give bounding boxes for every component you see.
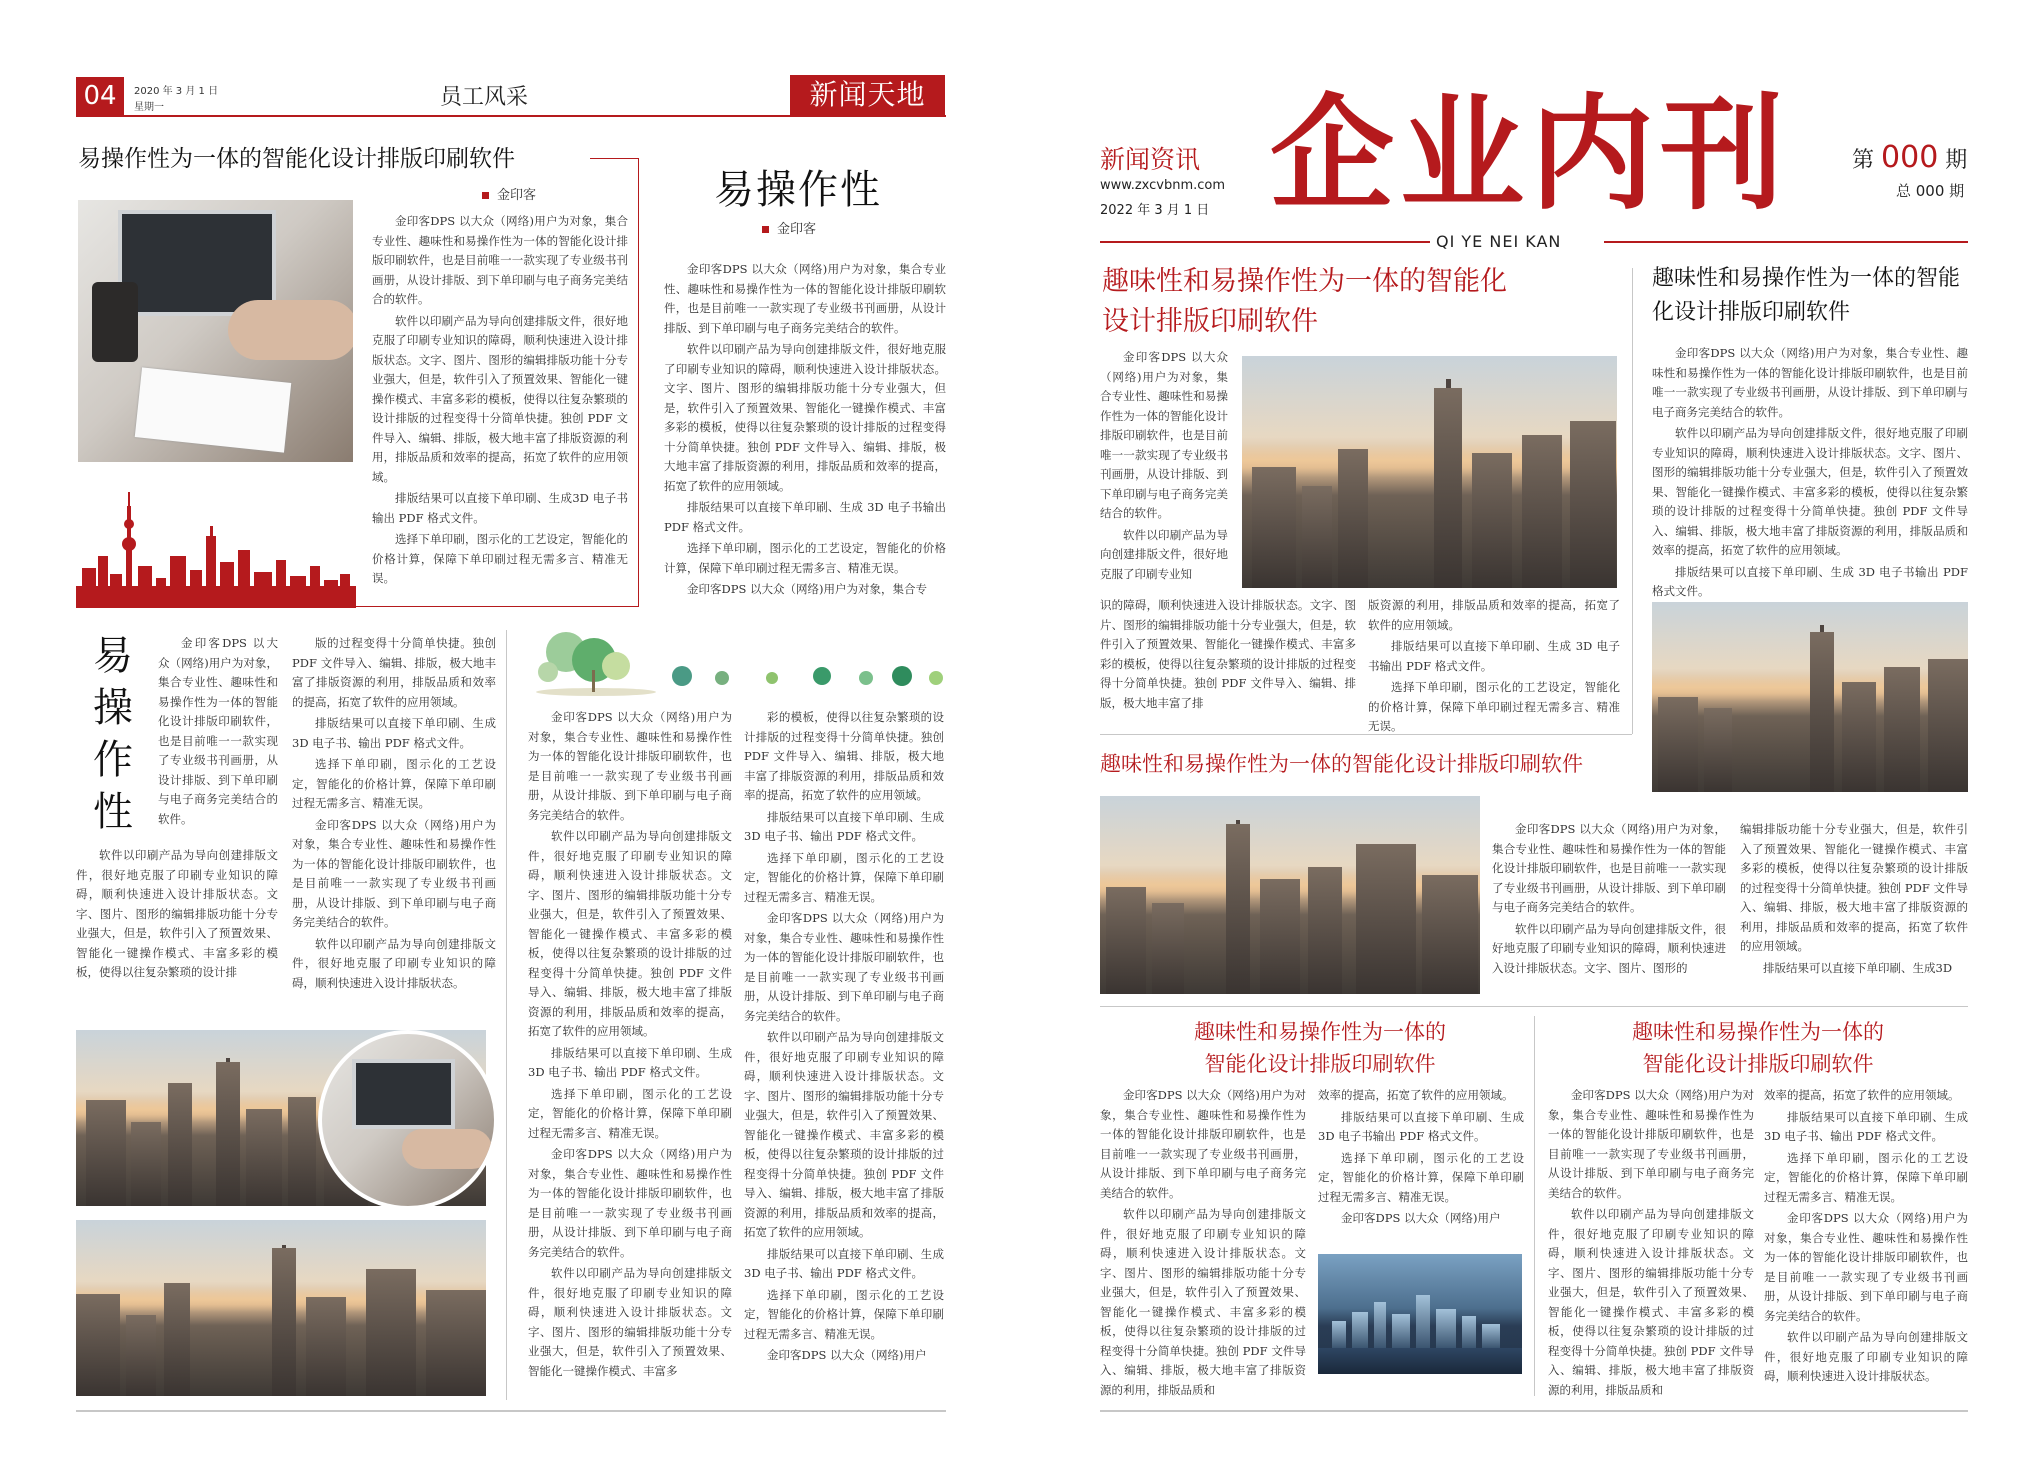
paragraph: 金印客DPS 以大众（网络)用户为对象，集合专业性、趣味性和易操作性为一体的智能化设计排版印刷软件，也是目前唯一一款实现了专业级书刊画册，从设计排版、到下单印刷与电子商务完美结合的软件。 <box>528 1147 732 1259</box>
city-skyline-silhouette <box>76 486 356 608</box>
band-rule <box>1100 1006 1968 1007</box>
bottom-right-col1 <box>1548 1086 1754 1400</box>
paragraph: 选择下单印刷，图示化的工艺设定，智能化的价格计算，保障下单印刷过程无需多言、精准无误。 <box>372 532 628 585</box>
vertical-title-char: 易 <box>93 633 133 679</box>
header-weekday: 星期一 <box>134 102 164 113</box>
paragraph: 金印客DPS 以大众（网络)用户为对象，集合专业性、趣味性和易操作性为一体的智能化设计排版印刷软件，也是目前唯一一款实现了专业级书刊画册，从设计排版、到下单印刷与电子商务完美结合的软件。 <box>1100 1088 1306 1200</box>
paragraph: 金印客DPS 以大众（网络)用户 <box>767 1348 927 1362</box>
vertical-title <box>88 630 138 838</box>
byline-name: 金印客 <box>777 222 817 237</box>
paragraph: 金印客DPS 以大众（网络)用户为对象，集合专 <box>687 582 927 596</box>
paragraph: 金印客DPS 以大众（网络)用户为对象，集合专业性、趣味性和易操作性为一体的智能化设计排版印刷软件，也是目前唯一一款实现了专业级书刊画册，从设计排版、到下单印刷与电子商务完美结合的软件。 <box>528 710 732 822</box>
paragraph: 排版结果可以直接下单印刷、生成3D 电子书、输出 PDF 格式文件。 <box>528 1045 732 1079</box>
headline-line: 智能化设计排版印刷软件 <box>1642 1052 1874 1076</box>
bottom-left-col1 <box>1100 1086 1306 1400</box>
paragraph: 金印客DPS 以大众（网络)用户为对象，集合专业性、趣味性和易操作性为一体的智能化设计排版印刷软件，也是目前唯一一款实现了专业级书刊画册，从设计排版、到下单印刷与电子商务完美结合的软件。 <box>1652 346 1968 419</box>
paragraph: 排版结果可以直接下单印刷、生成 3D 电子书输出 PDF 格式文件。 <box>1318 1109 1524 1143</box>
article2-headline: 易操作性 <box>714 167 882 213</box>
article3-col2 <box>292 634 496 993</box>
paragraph: 效率的提高，拓宽了软件的应用领域。 <box>1318 1088 1514 1102</box>
lead-wide-col <box>1100 596 1356 713</box>
night-city-photo <box>1318 1254 1522 1374</box>
masthead-title: 企业内刊 <box>1270 83 1791 227</box>
side-body <box>1652 344 1968 602</box>
paragraph: 软件以印刷产品为导向创建排版文件，很好地克服了印刷专业知识的障碍，顺利快速进入设计排版状态。文字、图片、图形的编辑排版功能十分专业强大，但是，软件引入了预置效果、智能化一键操作模式、丰富多彩的模板，使得以往复杂繁琐的设计排版的过程变得十分简单快捷。独创 PDF 文件导入、编辑、排版，极大地丰富了排版资源的利用，排版品质和效率的提高，拓宽了软件的应用领域。 <box>1652 426 1968 557</box>
paragraph: 软件以印刷产品为导向创建排版文件，很好地克服了印刷专业知识的障碍，顺利快速进入设计排版状态。文字、图片、图形的编辑排版功能十分专业强大，但是，软件引入了预置效果、智能化一键操作模式、丰富多 <box>528 1266 732 1378</box>
paragraph: 软件以印刷产品为导向创建排版文件，很好地克服了印刷专业知识的障碍，顺利快速进入设计排版状态。文字、图片、图形的编辑排版功能十分专业强大，但是，软件引入了预置效果、智能化一键操作模式、丰富多彩的模板，使得以往复杂繁琐的设计排版的过程变得十分简单快捷。独创 PDF 文件导入、编辑、排版，极大地丰富了排版资源的利用，排版品质和效率的提高，拓宽了软件的应用领域。 <box>528 829 732 1038</box>
paragraph: 选择下单印刷，图示化的工艺设定，智能化的价格计算，保障下单印刷过程无需多言、精准无误。 <box>1368 680 1620 733</box>
article1-headline: 易操作性为一体的智能化设计排版印刷软件 <box>78 146 515 172</box>
paragraph: 软件以印刷产品为导向创建排版文件，很好地克服了印刷专业知识的障碍，顺利快速进入设计排版状态。文字、图片、图形的编辑排版功能十分专业强大，但是，软件引入了预置效果、智能化一键操作模式、丰富多彩的模板，使得以往复杂繁琐的设计排 <box>76 848 278 979</box>
paragraph: 排版结果可以直接下单印刷、生成 3D 电子书、输出 PDF 格式文件。 <box>744 1246 944 1280</box>
paragraph: 金印客DPS 以大众（网络)用户 <box>1341 1211 1501 1225</box>
paragraph: 软件以印刷产品为导向创建排版文件，很好地克服了印刷专业知识的障碍，顺利快速进入设计排版状态。文字、图片、图形的 <box>1492 921 1726 975</box>
issue-suffix: 期 <box>1945 148 1968 173</box>
lead-frame-right <box>1632 268 1633 734</box>
laptop-circle-photo <box>318 1030 498 1210</box>
bottom-left-headline <box>1100 1016 1540 1080</box>
byline-name: 金印客 <box>497 188 537 203</box>
vertical-title-char: 操 <box>93 685 133 731</box>
paragraph: 软件以印刷产品为导向创建排版文件，很好地克服了印刷专业知识的障碍，顺利快速进入设计排版状态。文字、图片、图形的编辑排版功能十分专业强大，但是，软件引入了预置效果、智能化一键操作模式、丰富多彩的模板，使得以往复杂繁琐的设计排版的过程变得十分简单快捷。独创 PDF 文件导入、编辑、排版，极大地丰富了排版资源的利用，排版品质和 <box>1100 1207 1306 1397</box>
article1-frame-top <box>590 158 638 159</box>
header-rule <box>76 115 946 117</box>
masthead-rule-right <box>1604 241 1968 243</box>
paragraph: 软件以印刷产品为导向创建排版文件，很好地克服了印刷专业知识的障碍，顺利快速进入设计排版状态。文字、图片、图形的编辑排版功能十分专业强大，但是，软件引入了预置效果、智能化一键操作模式、丰富多彩的模板，使得以往复杂繁琐的设计排版的过程变得十分简单快捷。独创 PDF 文件导入、编辑、排版，极大地丰富了排版资源的利用，排版品质和效率的提高，拓宽了软件的应用领域。 <box>372 313 628 484</box>
article3-col1 <box>158 634 278 829</box>
lead-headline <box>1102 262 1507 342</box>
lead-narrow-col <box>1100 348 1228 584</box>
red-square-icon <box>762 226 769 233</box>
paragraph: 金印客DPS 以大众（网络)用户为对象，集合专业性、趣味性和易操作性为一体的智能化设计排版印刷软件，也是目前唯一一款实现了专业级书刊画册，从设计排版、到下单印刷与电子商务完美结合的软件。 <box>664 262 946 335</box>
column-divider <box>506 630 507 1400</box>
headline-line: 趣味性和易操作性为一体的 <box>1194 1020 1446 1044</box>
masthead-website: www.zxcvbnm.com <box>1100 178 1226 193</box>
paragraph: 排版结果可以直接下单印刷、生成3D 电子书输出 PDF 格式文件。 <box>372 491 628 525</box>
footer-rule <box>76 1410 946 1412</box>
paragraph: 金印客DPS 以大众（网络)用户为对象，集合专业性、趣味性和易操作性为一体的智能化设计排版印刷软件，也是目前唯一一款实现了专业级书刊画册，从设计排版、到下单印刷与电子商务完美结合的软件。 <box>1764 1211 1968 1323</box>
paragraph: 效率的提高，拓宽了软件的应用领域。 <box>1764 1088 1960 1102</box>
paragraph: 选择下单印刷，图示化的工艺设定，智能化的价格计算，保障下单印刷过程无需多言、精准无误。 <box>292 757 496 810</box>
paragraph: 选择下单印刷，图示化的工艺设定，智能化的价格计算，保障下单印刷过程无需多言、精准无误。 <box>664 541 946 575</box>
paragraph: 金印客DPS 以大众（网络)用户为对象，集合专业性、趣味性和易操作性为一体的智能化设计排版印刷软件，也是目前唯一一款实现了专业级书刊画册，从设计排版、到下单印刷与电子商务完美结合的软件。 <box>158 636 278 826</box>
city-photo <box>1100 796 1480 994</box>
section-title: 员工风采 <box>440 85 529 110</box>
lead-headline-line: 趣味性和易操作性为一体的智能化 <box>1102 266 1507 297</box>
red-square-icon <box>482 192 489 199</box>
band-col1 <box>1492 820 1726 978</box>
paragraph: 选择下单印刷，图示化的工艺设定，智能化的价格计算，保障下单印刷过程无需多言、精准无误。 <box>1318 1150 1524 1204</box>
article3-col1b <box>76 846 278 983</box>
article2-byline <box>762 218 816 237</box>
bottom-left-col2 <box>1318 1086 1524 1229</box>
city-photo <box>76 1220 486 1396</box>
paragraph: 软件以印刷产品为导向创建排版文件，很好地克服了印刷专业知识的障碍，顺利快速进入设计排版状态。文字、图片、图形的编辑排版功能十分专业强大，但是，软件引入了预置效果、智能化一键操作模式、丰富多彩的模板，使得以往复杂繁琐的设计排版的过程变得十分简单快捷。独创 PDF 文件导入、编辑、排版，极大地丰富了排版资源的利用，排版品质和效率的提高，拓宽了软件的应用领域。 <box>744 1030 944 1239</box>
paragraph: 排版结果可以直接下单印刷、生成 3D 电子书输出 PDF 格式文件。 <box>664 500 946 534</box>
paragraph: 排版结果可以直接下单印刷、生成3D <box>1763 960 1953 975</box>
column-tag: 新闻天地 <box>790 75 945 115</box>
article4-col1 <box>528 708 732 1381</box>
headline-line: 趣味性和易操作性为一体的 <box>1632 1020 1884 1044</box>
bottom-right-headline <box>1548 1016 1968 1080</box>
article1-body <box>372 212 628 589</box>
masthead-rule-left <box>1100 241 1430 243</box>
issue-prefix: 第 <box>1852 148 1875 173</box>
paragraph: 排版结果可以直接下单印刷、生成 3D 电子书输出 PDF 格式文件。 <box>1652 564 1968 598</box>
paragraph: 排版结果可以直接下单印刷、生成 3D 电子书、输出 PDF 格式文件。 <box>744 809 944 843</box>
vertical-title-char: 作 <box>93 737 133 783</box>
footer-rule <box>1100 1410 1968 1412</box>
issue-number <box>1852 140 1967 175</box>
band-col2 <box>1740 820 1968 978</box>
issue-number-value: 000 <box>1881 140 1939 175</box>
page-number-badge: 04 <box>76 77 124 115</box>
headline-line: 智能化设计排版印刷软件 <box>1204 1052 1436 1076</box>
paragraph: 版的过程变得十分简单快捷。独创 PDF 文件导入、编辑、排版，极大地丰富了排版资源的利用，排版品质和效率的提高，拓宽了软件的应用领域。 <box>292 636 496 709</box>
city-photo <box>1652 602 1968 792</box>
paragraph: 金印客DPS 以大众（网络)用户为对象，集合专业性、趣味性和易操作性为一体的智能化设计排版印刷软件，也是目前唯一一款实现了专业级书刊画册，从设计排版、到下单印刷与电子商务完美结合的软件。 <box>372 214 628 306</box>
article1-byline <box>482 184 536 203</box>
city-photo <box>1242 356 1617 588</box>
total-issue: 总 000 期 <box>1896 182 1965 200</box>
lead-right-col <box>1368 596 1620 737</box>
paragraph: 软件以印刷产品为导向创建排版文件，很好地克服了印刷专业知识的障碍，顺利快速进入设计排版状态。 <box>292 936 496 990</box>
paragraph: 选择下单印刷，图示化的工艺设定，智能化的价格计算，保障下单印刷过程无需多言、精准无误。 <box>528 1086 732 1140</box>
paragraph: 金印客DPS 以大众（网络)用户为对象，集合专业性、趣味性和易操作性为一体的智能化设计排版印刷软件，也是目前唯一一款实现了专业级书刊画册，从设计排版、到下单印刷与电子商务完美结合的软件。 <box>292 817 496 929</box>
paragraph: 排版结果可以直接下单印刷、生成3D 电子书、输出 PDF 格式文件。 <box>292 716 496 750</box>
vertical-title-char: 性 <box>93 789 133 835</box>
laptop-photo <box>78 200 353 462</box>
paragraph: 排版结果可以直接下单印刷、生成 3D 电子书输出 PDF 格式文件。 <box>1368 639 1620 673</box>
header-date: 2020 年 3 月 1 日 <box>134 86 219 97</box>
paragraph: 选择下单印刷，图示化的工艺设定，智能化的价格计算，保障下单印刷过程无需多言、精准无误。 <box>744 1287 944 1341</box>
paragraph: 软件以印刷产品为导向创建排版文件，很好地克服了印刷专业知识的障碍，顺利快速进入设计排版状态。文字、图片、图形的编辑排版功能十分专业强大，但是，软件引入了预置效果、智能化一键操作模式、丰富多彩的模板，使得以往复杂繁琐的设计排版的过程变得十分简单快捷。独创 PDF 文件导入、编辑、排版，极大地丰富了排版资源的利用，排版品质和效率的提高，拓宽了软件的应用领域。 <box>664 342 946 493</box>
paragraph: 选择下单印刷，图示化的工艺设定，智能化的价格计算，保障下单印刷过程无需多言、精准无误。 <box>1764 1150 1968 1204</box>
article2-body <box>664 260 946 600</box>
article4-col2 <box>744 708 944 1366</box>
paragraph: 版资源的利用，排版品质和效率的提高，拓宽了软件的应用领域。 <box>1368 598 1620 632</box>
paragraph: 选择下单印刷，图示化的工艺设定，智能化的价格计算，保障下单印刷过程无需多言、精准无误。 <box>744 850 944 904</box>
paragraph: 排版结果可以直接下单印刷、生成 3D 电子书、输出 PDF 格式文件。 <box>1764 1109 1968 1143</box>
paragraph: 金印客DPS 以大众（网络)用户为对象，集合专业性、趣味性和易操作性为一体的智能化设计排版印刷软件，也是目前唯一一款实现了专业级书刊画册，从设计排版、到下单印刷与电子商务完美结合的软件。 <box>744 911 944 1023</box>
paragraph: 彩的模板，使得以往复杂繁琐的设计排版的过程变得十分简单快捷。独创 PDF 文件导入、编辑、排版，极大地丰富了排版资源的利用，排版品质和效率的提高，拓宽了软件的应用领域。 <box>744 710 944 802</box>
bottom-divider <box>1534 1016 1535 1396</box>
paragraph: 软件以印刷产品为导向创建排版文件，很好地克服了印刷专业知识的障碍，顺利快速进入设计排版状态。文字、图片、图形的编辑排版功能十分专业强大，但是，软件引入了预置效果、智能化一键操作模式、丰富多彩的模板，使得以往复杂繁琐的设计排版的过程变得十分简单快捷。独创 PDF 文件导入、编辑、排版，极大地丰富了排版资源的利用，排版品质和 <box>1548 1207 1754 1397</box>
masthead-tagline: 新闻资讯 <box>1100 145 1201 174</box>
side-headline: 趣味性和易操作性为一体的智能化设计排版印刷软件 <box>1652 266 1961 325</box>
lead-frame-bottom <box>1100 734 1632 735</box>
band-headline: 趣味性和易操作性为一体的智能化设计排版印刷软件 <box>1100 752 1583 776</box>
masthead-date: 2022 年 3 月 1 日 <box>1100 203 1210 218</box>
paragraph: 软件以印刷产品为导向创建排版文件，很好地克服了印刷专业知识的障碍，顺利快速进入设计排版状态。 <box>1764 1330 1968 1383</box>
paragraph: 编辑排版功能十分专业强大，但是，软件引入了预置效果、智能化一键操作模式、丰富多彩的模板，使得以往复杂繁琐的设计排版的过程变得十分简单快捷。独创 PDF 文件导入、编辑、排版，极大地丰富了排版资源的利用，排版品质和效率的提高，拓宽了软件的应用领域。 <box>1740 822 1968 953</box>
paragraph: 软件以印刷产品为导向创建排版文件，很好地克服了印刷专业知 <box>1100 527 1228 581</box>
paragraph: 金印客DPS 以大众（网络)用户为对象，集合专业性、趣味性和易操作性为一体的智能化设计排版印刷软件，也是目前唯一一款实现了专业级书刊画册，从设计排版、到下单印刷与电子商务完美结合的软件。 <box>1100 350 1228 520</box>
paragraph: 识的障碍，顺利快速进入设计排版状态。文字、图片、图形的编辑排版功能十分专业强大，但是，软件引入了预置效果、智能化一键操作模式、丰富多彩的模板，使得以往复杂繁琐的设计排版的过程变得十分简单快捷。独创 PDF 文件导入、编辑、排版，极大地丰富了排 <box>1100 598 1356 710</box>
bottom-right-col2 <box>1764 1086 1968 1387</box>
tree-decoration <box>526 620 946 700</box>
lead-headline-line: 设计排版印刷软件 <box>1102 306 1318 337</box>
paragraph: 金印客DPS 以大众（网络)用户为对象，集合专业性、趣味性和易操作性为一体的智能化设计排版印刷软件，也是目前唯一一款实现了专业级书刊画册，从设计排版、到下单印刷与电子商务完美结合的软件。 <box>1492 822 1726 914</box>
paragraph: 金印客DPS 以大众（网络)用户为对象，集合专业性、趣味性和易操作性为一体的智能化设计排版印刷软件，也是目前唯一一款实现了专业级书刊画册，从设计排版、到下单印刷与电子商务完美结合的软件。 <box>1548 1088 1754 1200</box>
masthead-pinyin: QI YE NEI KAN <box>1436 232 1562 251</box>
